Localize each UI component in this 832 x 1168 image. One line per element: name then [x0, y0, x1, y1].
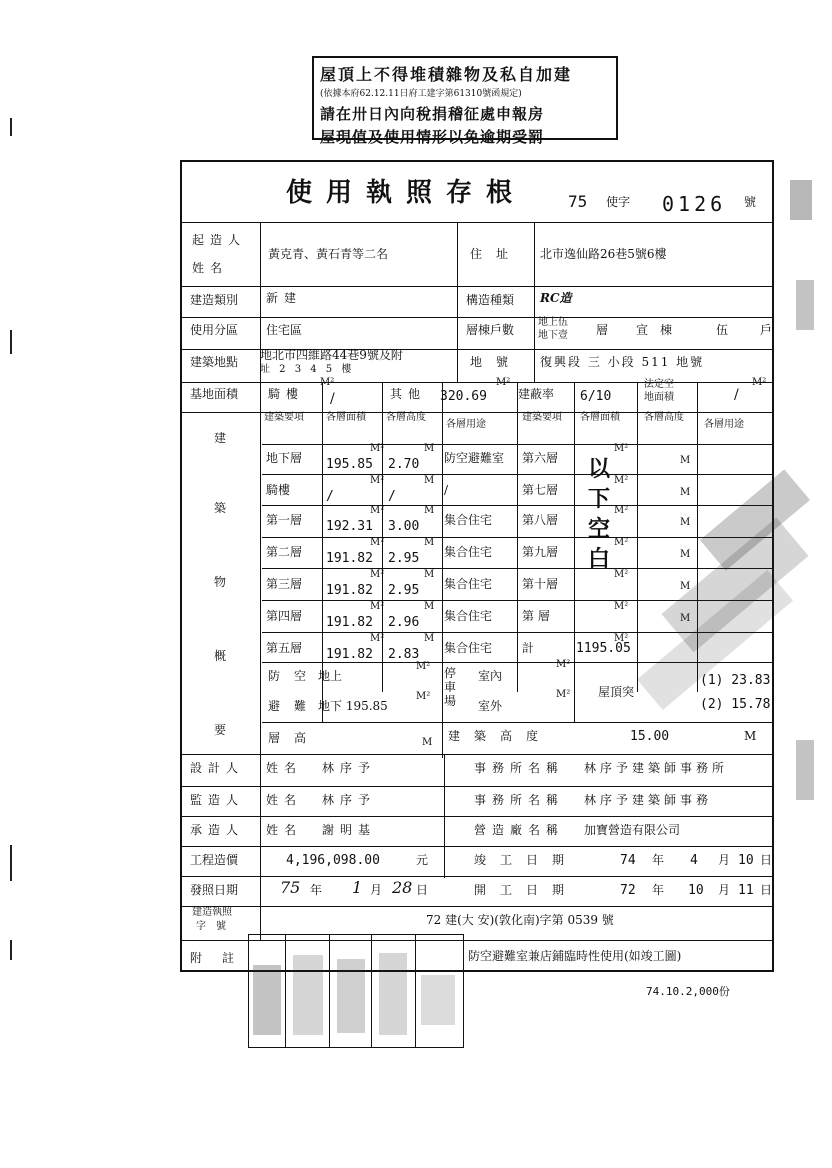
parking-indoor: 室內	[478, 669, 503, 683]
margin-mark	[10, 940, 12, 960]
floor-area: 191.82	[326, 583, 373, 598]
permit-ref-value: 72 建(大 安)(敦化南)字第 0539 號	[426, 913, 614, 927]
col-item-header: 建築要項	[264, 412, 304, 423]
floor-height: 2.83	[388, 647, 420, 662]
floor-height-unit: M	[424, 505, 435, 516]
floor-use: 集合住宅	[444, 545, 493, 559]
floor-name: 第一層	[266, 513, 303, 527]
parking-unit-1: M²	[556, 659, 571, 670]
supervisor-name: 林序予	[322, 793, 377, 807]
note-value: 防空避難室兼店鋪臨時性使用(如竣工圖)	[468, 949, 682, 963]
floor-height-unit: M	[424, 601, 435, 612]
contractor-firm: 加寶營造有限公司	[584, 823, 681, 837]
parking-label: 停車場	[444, 666, 457, 708]
floor-area-unit: M²	[370, 505, 385, 516]
floor-name: 第二層	[266, 545, 303, 559]
floor-use: 集合住宅	[444, 609, 493, 623]
right-floor-name: 第八層	[522, 513, 559, 527]
start-label: 開工日期	[474, 883, 579, 897]
floor-area-unit: M²	[370, 443, 385, 454]
supervisor-office-label: 事務所名稱	[474, 793, 565, 807]
floor-height-unit: M	[424, 443, 435, 454]
col-use-header: 各層用途	[446, 419, 486, 430]
storey-height-unit: M	[422, 737, 433, 748]
floor-name: 第四層	[266, 609, 303, 623]
start-day-unit: 日	[760, 883, 773, 897]
shelter-unit-1: M²	[416, 661, 431, 672]
issue-label: 發照日期	[190, 883, 239, 897]
open-area-unit: M²	[752, 377, 767, 388]
side-label-1: 建	[214, 431, 227, 445]
floor-name: 第五層	[266, 641, 303, 655]
total-area: 1195.05	[576, 641, 631, 656]
right-area-unit: M²	[614, 537, 629, 548]
start-day: 11	[738, 883, 754, 898]
other-unit: M²	[496, 377, 511, 388]
floor-height: 3.00	[388, 519, 420, 534]
supervisor-office: 林序予建築師事務	[584, 793, 713, 807]
col-area-header: 各層面積	[326, 412, 366, 423]
floor-area: 191.82	[326, 551, 373, 566]
print-footer: 74.10.2,000份	[646, 985, 730, 998]
finish-year-unit: 年	[652, 853, 665, 867]
house-unit: 戶	[760, 323, 773, 337]
blank-stamp: 以下空白	[588, 456, 611, 572]
floor-area-unit: M²	[370, 537, 385, 548]
permit-year: 75	[568, 192, 588, 211]
right-floor-name: 第九層	[522, 545, 559, 559]
contractor-label: 承造人	[190, 823, 245, 837]
structure-label: 構造種類	[466, 293, 515, 307]
contractor-name: 謝明基	[322, 823, 377, 837]
side-label-3: 物	[214, 575, 227, 589]
open-area-label-1: 法定空	[644, 379, 674, 390]
parking-unit-2: M²	[556, 689, 571, 700]
finish-year: 74	[620, 853, 636, 868]
floor-area: /	[326, 489, 334, 504]
notice-line-2: (依據本府62.12.11日府工建字第61310號函規定)	[320, 89, 522, 99]
issue-day: 28	[392, 878, 413, 897]
arcade-label: 騎樓	[268, 387, 305, 401]
side-label-4: 概	[214, 649, 227, 663]
margin-mark	[10, 118, 12, 136]
open-area-label-2: 地面積	[644, 392, 674, 403]
contractor-firm-label: 營造廠名稱	[474, 823, 565, 837]
right-floor-name: 計	[522, 641, 535, 655]
designer-name: 林序予	[322, 761, 377, 775]
side-label-5: 要	[214, 723, 227, 737]
floor-area-unit: M²	[370, 633, 385, 644]
floor-area-unit: M²	[370, 601, 385, 612]
storey-height-label: 層高	[268, 731, 321, 745]
owner-name: 黃克青、黃石青等二名	[268, 247, 389, 261]
permit-number: 0126	[662, 192, 727, 216]
floors-below: 地下壹	[538, 330, 568, 341]
floor-use: 集合住宅	[444, 577, 493, 591]
start-month-unit: 月	[718, 883, 731, 897]
floor-area-unit: M²	[370, 475, 385, 486]
other-label: 其他	[390, 387, 427, 401]
margin-mark	[10, 845, 12, 881]
right-area-unit: M²	[614, 443, 629, 454]
floor-area: 195.85	[326, 457, 373, 472]
designer-office-label: 事務所名稱	[474, 761, 565, 775]
col-item-header-2: 建築要項	[522, 412, 562, 423]
right-floor-name: 第六層	[522, 451, 559, 465]
right-floor-name: 第 層	[522, 609, 550, 623]
roof-value-1: (1) 23.83	[700, 673, 771, 688]
supervisor-name-label: 姓名	[266, 793, 303, 807]
permit-ref-label-2: 字號	[196, 921, 236, 932]
site-value-2: 址 2 3 4 5 樓	[260, 364, 355, 375]
form-title: 使用執照存根	[286, 178, 527, 208]
lot-label: 地號	[470, 355, 523, 369]
contractor-name-label: 姓名	[266, 823, 303, 837]
floor-height: 2.95	[388, 551, 420, 566]
note-label: 附註	[190, 951, 255, 965]
floor-unit: 層	[596, 323, 609, 337]
side-label-2: 築	[214, 501, 227, 515]
right-area-unit: M²	[614, 569, 629, 580]
site-value-1: 地北市四維路44巷9號及附	[260, 348, 403, 362]
shelter-unit-2: M²	[416, 691, 431, 702]
edge-mark	[796, 280, 814, 330]
right-area-unit: M²	[614, 601, 629, 612]
house-count: 伍	[716, 323, 729, 337]
finish-day: 10	[738, 853, 754, 868]
supervisor-label: 監造人	[190, 793, 245, 807]
right-floor-name: 第七層	[522, 483, 559, 497]
designer-name-label: 姓名	[266, 761, 303, 775]
arcade-unit: M²	[320, 377, 335, 388]
cost-unit: 元	[416, 853, 429, 867]
shelter-below: 地下 195.85	[318, 699, 388, 713]
floor-area: 191.82	[326, 615, 373, 630]
notice-stamp	[312, 56, 618, 146]
floor-height-unit: M	[424, 633, 435, 644]
issue-year-unit: 年	[310, 883, 323, 897]
floor-height: 2.70	[388, 457, 420, 472]
right-area-unit: M²	[614, 475, 629, 486]
issue-month-unit: 月	[370, 883, 383, 897]
col-height-header: 各層高度	[386, 412, 426, 423]
right-height-unit: M	[680, 517, 691, 528]
permit-suffix: 號	[744, 195, 757, 209]
approval-stamps	[248, 934, 464, 1048]
permit-ref-label-1: 建造執照	[192, 907, 232, 918]
bld-height-value: 15.00	[630, 729, 670, 744]
build-type-label: 建造類別	[190, 293, 239, 307]
site-label: 建築地點	[190, 355, 239, 369]
start-month: 10	[688, 883, 704, 898]
area-label: 基地面積	[190, 387, 239, 401]
owner-label-2: 姓名	[192, 261, 229, 275]
floor-use: /	[444, 483, 449, 497]
start-year: 72	[620, 883, 636, 898]
floor-use: 集合住宅	[444, 641, 493, 655]
floor-height: 2.95	[388, 583, 420, 598]
floor-height: /	[388, 489, 396, 504]
floor-area-unit: M²	[370, 569, 385, 580]
floor-height: 2.96	[388, 615, 420, 630]
shelter-label-1: 防空	[268, 669, 321, 683]
zone-label: 使用分區	[190, 323, 239, 337]
issue-year: 75	[280, 878, 301, 897]
edge-mark	[796, 740, 814, 800]
margin-mark	[10, 330, 12, 354]
permit-prefix: 使字	[606, 195, 631, 209]
start-year-unit: 年	[652, 883, 665, 897]
finish-month: 4	[690, 853, 698, 868]
right-area-unit: M²	[614, 633, 629, 644]
floor-height-unit: M	[424, 569, 435, 580]
zone-value: 住宅區	[266, 323, 303, 337]
bld-height-unit: M	[744, 729, 757, 743]
ratio-value: 6/10	[580, 389, 612, 404]
finish-month-unit: 月	[718, 853, 731, 867]
floor-name: 騎樓	[266, 483, 291, 497]
designer-office: 林序予建築師事務所	[584, 761, 729, 775]
right-height-unit: M	[680, 549, 691, 560]
floor-area: 192.31	[326, 519, 373, 534]
right-floor-name: 第十層	[522, 577, 559, 591]
permit-form	[180, 160, 774, 972]
issue-day-unit: 日	[416, 883, 429, 897]
ratio-label: 建蔽率	[518, 387, 555, 401]
cost-value: 4,196,098.00	[286, 853, 380, 868]
floors-label: 層棟戶數	[466, 323, 515, 337]
issue-month: 1	[352, 878, 363, 897]
address-label: 住址	[470, 247, 523, 261]
shelter-label-2: 避難	[268, 699, 321, 713]
owner-label-1: 起造人	[192, 233, 247, 247]
col-use-header-2: 各層用途	[704, 419, 744, 430]
floor-use: 防空避難室	[444, 451, 505, 465]
roof-label: 屋頂突	[598, 685, 635, 699]
floor-name: 地下層	[266, 451, 303, 465]
notice-line-3: 請在卅日內向稅捐稽征處申報房	[320, 105, 545, 123]
designer-label: 設計人	[190, 761, 245, 775]
floors-above: 地上伍	[538, 317, 568, 328]
edge-mark	[790, 180, 812, 220]
notice-line-4: 屋現值及使用情形以免逾期受罰	[320, 128, 545, 146]
col-height-header-2: 各層高度	[644, 412, 684, 423]
lot-value: 復興段 三 小段 511 地號	[540, 355, 705, 369]
dwelling-unit: 宣棟	[636, 323, 685, 337]
parking-outdoor: 室外	[478, 699, 503, 713]
structure-value: RC造	[540, 291, 572, 305]
right-height-unit: M	[680, 581, 691, 592]
cost-label: 工程造價	[190, 853, 239, 867]
other-value: 320.69	[440, 389, 487, 404]
address-value: 北市逸仙路26巷5號6樓	[540, 247, 667, 261]
finish-label: 竣工日期	[474, 853, 579, 867]
right-area-unit: M²	[614, 505, 629, 516]
floor-use: 集合住宅	[444, 513, 493, 527]
right-height-unit: M	[680, 613, 691, 624]
floor-height-unit: M	[424, 475, 435, 486]
notice-line-1: 屋頂上不得堆積雜物及私自加建	[320, 65, 573, 84]
shelter-above: 地上	[318, 669, 343, 683]
roof-value-2: (2) 15.78	[700, 697, 771, 712]
floor-area: 191.82	[326, 647, 373, 662]
right-height-unit: M	[680, 487, 691, 498]
bld-height-label: 建築高度	[448, 729, 553, 743]
floor-height-unit: M	[424, 537, 435, 548]
finish-day-unit: 日	[760, 853, 773, 867]
col-area-header-2: 各層面積	[580, 412, 620, 423]
right-height-unit: M	[680, 455, 691, 466]
build-type-value: 新建	[266, 291, 303, 305]
floor-name: 第三層	[266, 577, 303, 591]
